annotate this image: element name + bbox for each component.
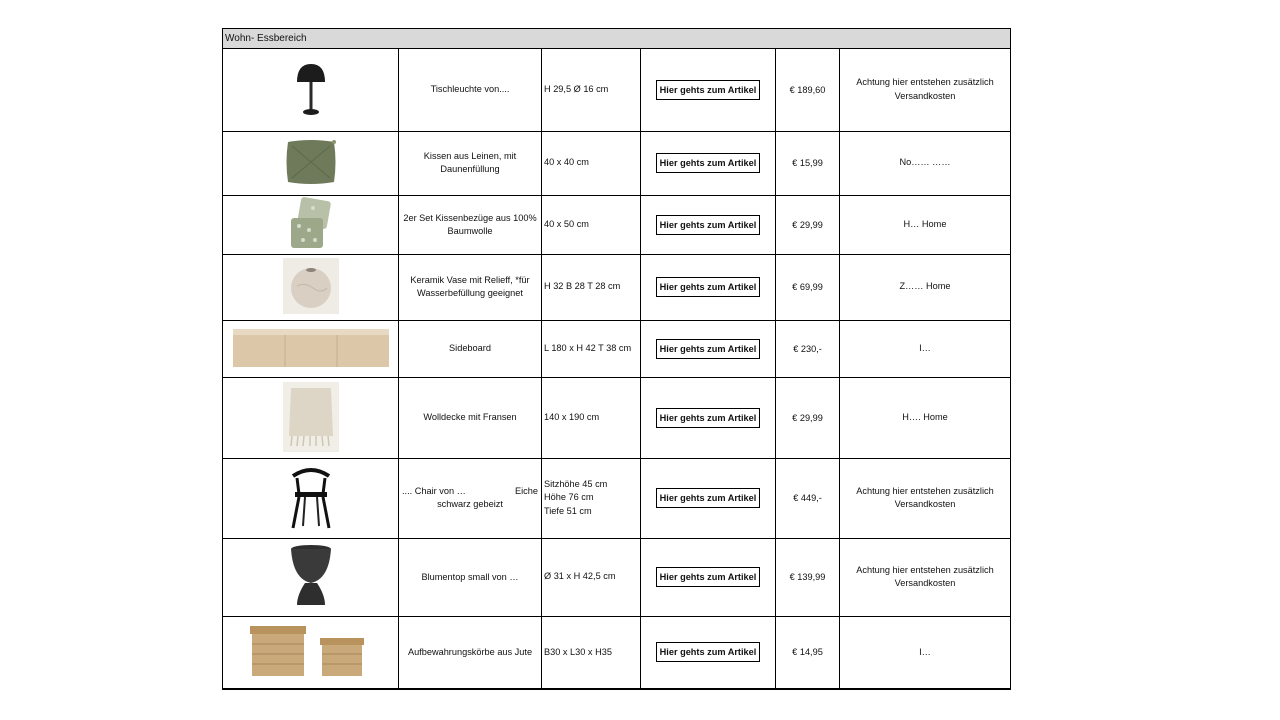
product-note: Achtung hier entstehen zusätzlich Versandkosten [840,458,1011,538]
table-row [223,458,1010,538]
product-note: Achtung hier entstehen zusätzlich Versandkosten [840,538,1011,616]
table-row [223,616,1010,688]
table-row [223,195,1010,254]
article-link-button[interactable]: Hier gehts zum Artikel [656,153,760,173]
chair-icon [285,464,337,532]
product-image-cell [223,320,399,377]
product-table [223,49,1010,688]
link-cell [641,538,776,616]
product-note: I… [919,646,931,657]
table-row [223,377,1010,458]
product-dimensions [542,49,641,131]
link-cell [641,377,776,458]
link-cell [641,616,776,688]
link-cell [641,320,776,377]
table-row [223,320,1010,377]
product-price: € 69,99 [776,254,840,320]
pillowcases-icon [285,196,337,254]
blanket-icon [283,382,339,454]
table-row [223,254,1010,320]
dimension-line: L 180 x H 42 T 38 cm [544,342,632,353]
article-link-button[interactable]: Hier gehts zum Artikel [656,567,760,587]
article-link-button[interactable]: Hier gehts zum Artikel [656,277,760,297]
lamp-icon [291,60,331,120]
product-name: Kissen aus Leinen, mit Daunenfüllung [399,131,542,195]
product-name [399,458,542,538]
dimension-line: 140 x 190 cm [544,411,600,422]
product-note: H…. Home [840,377,1011,458]
link-cell [641,458,776,538]
product-image-cell [223,195,399,254]
dimension-line: H 29,5 Ø 16 cm [544,84,609,94]
product-name: Sideboard [399,320,542,377]
product-image-cell [223,616,399,688]
product-note: Z…… Home [840,254,1011,320]
vase-icon [283,258,339,316]
product-price: € 15,99 [776,131,840,195]
product-image-cell [223,458,399,538]
link-cell [641,131,776,195]
sideboard-icon [231,327,391,371]
product-name: 2er Set Kissenbezüge aus 100% Baumwolle [399,195,542,254]
article-link-button[interactable]: Hier gehts zum Artikel [656,642,760,662]
product-dimensions [542,131,641,195]
baskets-icon [246,622,376,682]
product-image-cell [223,254,399,320]
product-note: I… [840,320,1011,377]
link-cell [641,254,776,320]
product-dimensions [542,377,641,458]
product-image-cell [223,131,399,195]
product-dimensions [542,538,641,616]
article-link-button[interactable]: Hier gehts zum Artikel [656,339,760,359]
article-link-button[interactable]: Hier gehts zum Artikel [656,215,760,235]
section-title: Wohn- Essbereich [223,28,1010,49]
product-image-cell [223,377,399,458]
product-dimensions [542,195,641,254]
dimension-line: 40 x 40 cm [544,157,589,168]
product-name: Aufbewahrungskörbe aus Jute [399,616,542,688]
product-dimensions [542,458,641,538]
dimension-line: H 32 B 28 T 28 cm [544,281,621,292]
table-row [223,49,1010,131]
article-link-button[interactable]: Hier gehts zum Artikel [656,488,760,508]
planter-icon [287,543,335,611]
product-price: € 14,95 [776,616,840,688]
product-image-cell [223,49,399,131]
product-name: Wolldecke mit Fransen [399,377,542,458]
product-name-part: .... Chair von … [402,486,466,496]
product-name-part: schwarz gebeizt [437,499,503,509]
product-name: Tischleuchte von.... [399,49,542,131]
product-sheet [222,28,1011,690]
product-image-cell [223,538,399,616]
dimension-line: 40 x 50 cm [544,218,589,229]
product-price: € 29,99 [776,195,840,254]
product-name: Keramik Vase mit Relieff, *für Wasserbefüllung geeignet [399,254,542,320]
product-price: € 139,99 [776,538,840,616]
dimension-line: Sitzhöhe 45 cm [544,478,608,489]
product-note: No…… …… [840,131,1011,195]
product-dimensions [542,320,641,377]
product-price: € 230,- [776,320,840,377]
link-cell [641,49,776,131]
link-cell [641,195,776,254]
product-note: H… Home [840,195,1011,254]
dimension-line: Ø 31 x H 42,5 cm [544,571,616,582]
product-note: Achtung hier entstehen zusätzlich Versandkosten [840,49,1011,131]
product-price: € 189,60 [776,49,840,131]
product-dimensions [542,254,641,320]
product-name-part: Eiche [515,486,538,496]
dimension-line: Höhe 76 cm [544,492,594,503]
dimension-line: B30 x L30 x H35 [544,646,612,657]
article-link-button[interactable]: Hier gehts zum Artikel [656,80,760,100]
table-row [223,538,1010,616]
table-row [223,131,1010,195]
product-price: € 449,- [776,458,840,538]
article-link-button[interactable]: Hier gehts zum Artikel [656,408,760,428]
product-dimensions [542,616,641,688]
product-price: € 29,99 [776,377,840,458]
cushion-icon [282,136,340,190]
product-name: Blumentop small von … [399,538,542,616]
dimension-line: Tiefe 51 cm [544,505,592,516]
